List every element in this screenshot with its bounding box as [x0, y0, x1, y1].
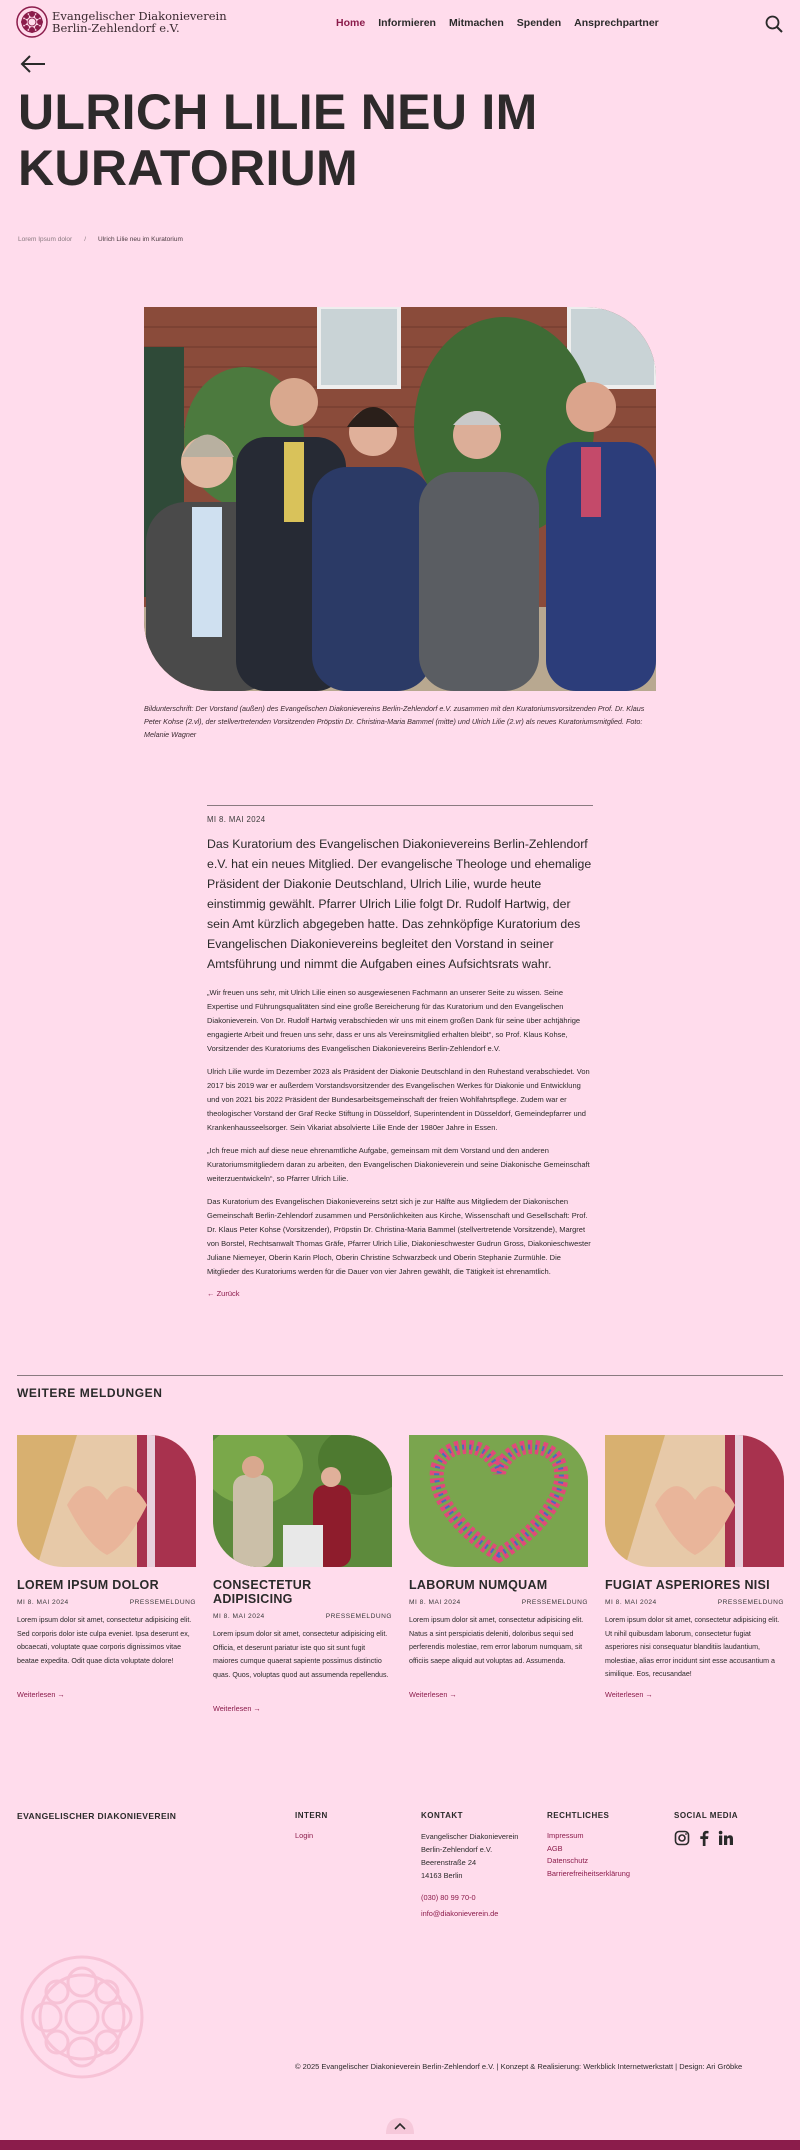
news-card-category: PRESSEMELDUNG: [325, 1613, 392, 1620]
address-line: Evangelischer Diakonieverein: [421, 1832, 519, 1841]
hero-caption: Bildunterschrift: Der Vorstand (außen) des Evangelischen Diakonievereins Berlin-Zehlendorf e.V. zusammen mit den Kuratoriumsvorsitzenden Prof. Dr. Klaus Peter Kohse (2.vl), der stellvertretenden Vorsitzenden Pröpstin Dr. Christina-Maria Bammel (mitte) und Ulrich Lilie (2.vr) als neues Kuratoriumsmitglied. Foto: Melanie Wagner: [144, 704, 645, 739]
address-line: Berlin-Zehlendorf e.V.: [421, 1845, 493, 1854]
garden-people-illustration: [213, 1435, 392, 1567]
footer-intern-title: INTERN: [295, 1811, 328, 1820]
footer-kontakt: [421, 1811, 518, 1920]
nav-informieren[interactable]: Informieren: [378, 17, 436, 29]
phone-link[interactable]: (030) 80 99 70-0: [421, 1893, 476, 1902]
article-date: MI 8. MAI 2024: [207, 815, 266, 824]
back-arrow-icon[interactable]: [20, 54, 46, 74]
article-divider: [207, 805, 593, 806]
news-card-meta: [605, 1599, 784, 1606]
news-card-text: Lorem ipsum dolor sit amet, consectetur adipisicing elit. Natus a sint perspiciatis deleniti, doloribus sequi sed perferendis molestiae, rem error laborum numquam, sit officiis saepe aliquid aut voluptas ad. Assumenda.: [409, 1616, 584, 1665]
news-card[interactable]: [213, 1435, 392, 1713]
news-card-title[interactable]: CONSECTETUR ADIPISICING: [213, 1578, 312, 1606]
heart-crowd-illustration: [409, 1435, 588, 1567]
article-paragraph: „Ich freue mich auf diese neue ehrenamtliche Aufgabe, gemeinsam mit dem Vorstand und den anderen Kuratoriumsmitgliedern daran zu arbeiten, den Evangelischen Diakonieverein und seine Diakonische Gemeinschaft weiterzuentwickeln“, so Pfarrer Ulrich Lilie.: [207, 1146, 590, 1183]
footer-org-name: EVANGELISCHER DIAKONIEVEREIN: [17, 1811, 177, 1821]
logo-text-line2: Berlin-Zehlendorf e.V.: [52, 21, 180, 35]
news-card-image[interactable]: [17, 1435, 196, 1567]
news-card-image[interactable]: [605, 1435, 784, 1567]
breadcrumb-separator: /: [84, 236, 87, 243]
email-link[interactable]: info@diakonieverein.de: [421, 1908, 499, 1918]
news-card-list: [17, 1435, 784, 1713]
news-card-text: Lorem ipsum dolor sit amet, consectetur adipisicing elit. Sed corporis dolor iste culpa eveniet. Ipsa deserunt ex, obcaecati, voluptate quae corporis dignissimos vitae beatae expedita. Odit quae dicta voluptate dolore!: [17, 1616, 192, 1665]
news-card-date: MI 8. MAI 2024: [605, 1599, 657, 1606]
footer-social-title: SOCIAL MEDIA: [674, 1811, 739, 1820]
section-divider: [17, 1375, 783, 1376]
news-card-title[interactable]: LABORUM NUMQUAM: [409, 1578, 548, 1592]
article-paragraph: Das Kuratorium des Evangelischen Diakonievereins setzt sich je zur Hälfte aus Mitgliedern der Diakonischen Gemeinschaft Berlin-Zehlendorf zusammen und Persönlichkeiten aus Kirche, Wissenschaft und Gesellschaft: Prof. Dr. Klaus Peter Kohse (Vorsitzender), Pröpstin Dr. Christina-Maria Bammel (stellvertretende Vorsitzende), Margret von Borstel, Rechtsanwalt Thomas Gräfe, Pfarrer Ulrich Lilie, Diakonieschwester Gudrun Gross, Diakonieschwester Juliane Niemeyer, Oberin Karin Ploch, Oberin Christine Schwarzbeck und Oberin Stephanie Zurmühle. Die Mitglieder des Kuratoriums werden für die Dauer von vier Jahren gewählt, die Tätigkeit ist ehrenamtlich.: [207, 1197, 591, 1276]
news-card-category: PRESSEMELDUNG: [521, 1599, 588, 1606]
login-link[interactable]: Login: [295, 1831, 314, 1840]
nav-mitmachen[interactable]: Mitmachen: [448, 17, 504, 29]
agb-link[interactable]: AGB: [547, 1843, 563, 1853]
read-more-link[interactable]: Weiterlesen →: [17, 1690, 65, 1699]
nav-home[interactable]: Home: [336, 17, 366, 29]
impressum-link[interactable]: Impressum: [547, 1831, 584, 1840]
footer-social: [674, 1811, 738, 1846]
hero-photo: [144, 307, 656, 691]
datenschutz-link[interactable]: Datenschutz: [547, 1856, 589, 1865]
instagram-icon[interactable]: [674, 1830, 690, 1846]
nav-spenden[interactable]: Spenden: [516, 17, 562, 29]
footer-intern: [295, 1811, 328, 1843]
news-card-meta: [409, 1599, 588, 1606]
news-card-text: Lorem ipsum dolor sit amet, consectetur adipisicing elit. Officia, et deserunt pariatur iste quo sit sunt fugit maiores cumque quaerat sapiente possimus distinctio quas. Quos, voluptas quod aut assumenda repellendus.: [213, 1630, 389, 1679]
article: [207, 815, 593, 1298]
linkedin-icon[interactable]: [718, 1830, 734, 1846]
scroll-to-top-icon[interactable]: [386, 2118, 414, 2134]
site-logo[interactable]: [16, 6, 227, 38]
footer-rechtliches: [547, 1811, 630, 1880]
news-card-meta: [17, 1599, 196, 1606]
copyright-text: © 2025 Evangelischer Diakonieverein Berlin-Zehlendorf e.V. | Konzept & Realisierung: Werkblick Internetwerkstatt | Design: Ari Gröbke: [295, 2062, 743, 2071]
group-photo-illustration: [144, 307, 656, 691]
heart-hands-illustration: [17, 1435, 196, 1567]
rose-logo-icon: [16, 6, 48, 38]
facebook-icon[interactable]: [698, 1830, 710, 1846]
bottom-accent-bar: [0, 2140, 800, 2150]
more-news-title: WEITERE MELDUNGEN: [17, 1386, 163, 1400]
news-card-meta: [213, 1613, 392, 1620]
news-card-category: PRESSEMELDUNG: [717, 1599, 784, 1606]
breadcrumb-item[interactable]: Lorem Ipsum dolor: [18, 236, 73, 243]
read-more-link[interactable]: Weiterlesen →: [409, 1690, 457, 1699]
heart-hands-illustration: [605, 1435, 784, 1567]
news-card-date: MI 8. MAI 2024: [17, 1599, 69, 1606]
footer-kontakt-title: KONTAKT: [421, 1811, 464, 1820]
article-paragraph: Ulrich Lilie wurde im Dezember 2023 als Präsident der Diakonie Deutschland in den Ruhestand verabschiedet. Von 2017 bis 2019 war er außerdem Vorstandsvorsitzender des Evangelischen Werkes für Diakonie und Entwicklung und von 2021 bis 2022 Präsident der Bundesarbeitsgemeinschaft der freien Wohlfahrtspflege. Zudem war er theologischer Vorstand der Graf Recke Stiftung in Düsseldorf, Superintendent in Düsseldorf, Gemeindepfarrer und Krankenhausseelsorger. Sein Vikariat absolvierte Lilie Ende der 1980er Jahre in Essen.: [207, 1067, 590, 1132]
read-more-link[interactable]: Weiterlesen →: [605, 1690, 653, 1699]
article-paragraph: „Wir freuen uns sehr, mit Ulrich Lilie einen so ausgewiesenen Fachmann an unserer Seite zu wissen. Seine Expertise und Führungsqualitäten sind eine große Bereicherung für das Kuratorium und den Evangelischen Diakonieverein. Von Dr. Rudolf Hartwig verabschieden wir uns mit einem großen Dank für seine über achtjährige engagierte Arbeit und freuen uns sehr, dass er uns als Vereinsmitglied erhalten bleibt“, so Prof. Klaus Kohse, Vorsitzender des Kuratoriums des Evangelischen Diakonievereins Berlin-Zehlendorf e.V.: [207, 988, 581, 1053]
logo-text-line1: Evangelischer Diakonieverein: [52, 9, 227, 23]
logo-text: [52, 10, 227, 34]
site-header: [0, 0, 800, 48]
back-link[interactable]: ← Zurück: [207, 1289, 240, 1298]
news-card-date: MI 8. MAI 2024: [213, 1613, 265, 1620]
news-card[interactable]: [409, 1435, 588, 1713]
page-title: ULRICH LILIE NEU IM KURATORIUM: [18, 84, 538, 196]
news-card-image[interactable]: [409, 1435, 588, 1567]
news-card-category: PRESSEMELDUNG: [129, 1599, 196, 1606]
barrierefreiheit-link[interactable]: Barrierefreiheitserklärung: [547, 1868, 630, 1878]
article-lead: Das Kuratorium des Evangelischen Diakonievereins Berlin-Zehlendorf e.V. hat ein neues Mitglied. Der evangelische Theologe und ehemalige Präsident der Diakonie Deutschland, Ulrich Lilie, wurde heute einstimmig gewählt. Pfarrer Ulrich Lilie folgt Dr. Rudolf Hartwig, der sein Amt kürzlich abgegeben hatte. Das zehnköpfige Kuratorium des Evangelischen Diakonievereins begleitet den Vorstand in seiner Amtsführung und nimmt die Aufgaben eines Aufsichtsrats wahr.: [207, 837, 592, 971]
main-nav: [336, 17, 659, 29]
article-body: [207, 986, 593, 1279]
footer-rechtliches-title: RECHTLICHES: [547, 1811, 610, 1820]
nav-ansprechpartner[interactable]: Ansprechpartner: [574, 17, 659, 29]
address-line: Beerenstraße 24: [421, 1858, 477, 1867]
rose-watermark-icon: [17, 1952, 147, 2082]
social-icons: [674, 1830, 738, 1846]
breadcrumb-current: Ulrich Lilie neu im Kuratorium: [98, 236, 183, 243]
address-line: 14163 Berlin: [421, 1871, 463, 1880]
breadcrumb: [18, 236, 183, 243]
news-card-title[interactable]: LOREM IPSUM DOLOR: [17, 1578, 159, 1592]
news-card-date: MI 8. MAI 2024: [409, 1599, 461, 1606]
news-card-text: Lorem ipsum dolor sit amet, consectetur adipisicing elit. Ut nihil quibusdam laborum, consectetur fugiat asperiores nisi consequatur blanditiis laudantium, molestiae, alias error incidunt sint esse accusantium a similique. Eos, recusandae!: [605, 1616, 780, 1678]
news-card-image[interactable]: [213, 1435, 392, 1567]
news-card[interactable]: [605, 1435, 784, 1713]
news-card[interactable]: [17, 1435, 196, 1713]
read-more-link[interactable]: Weiterlesen →: [213, 1704, 261, 1713]
search-icon[interactable]: [764, 14, 784, 34]
news-card-title[interactable]: FUGIAT ASPERIORES NISI: [605, 1578, 770, 1592]
